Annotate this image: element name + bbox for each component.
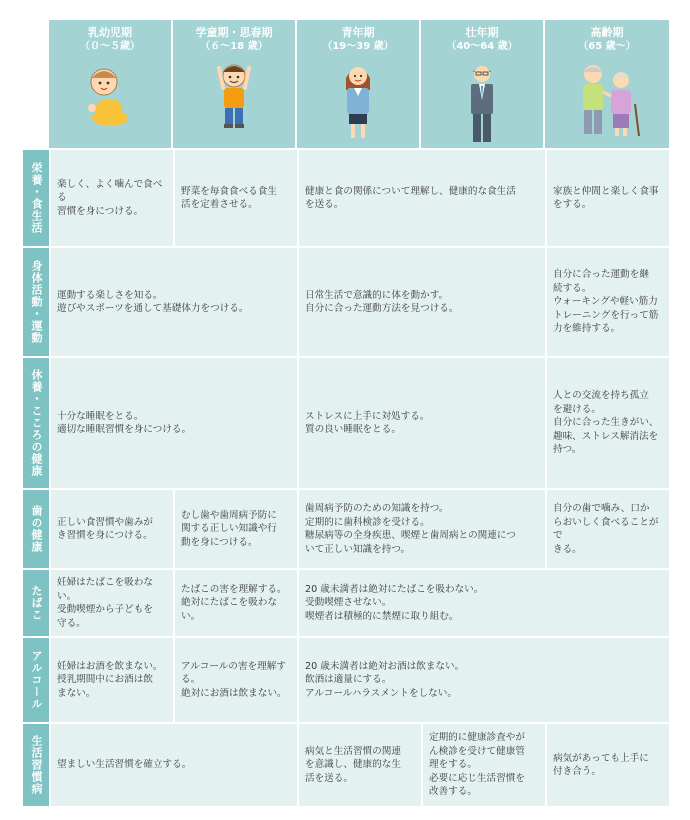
cell-nutrition-infant: 楽しく、よく噛んで食べる 習慣を身につける。 (49, 150, 173, 248)
cell-lifestyle-youth: 病気と生活習慣の関連 を意識し、健康的な生 活を送る。 (297, 724, 421, 808)
header-elderly-age: （65 歳～） (578, 41, 636, 52)
cell-alcohol-school: アルコールの害を理解す る。 絶対にお酒は飲まない。 (173, 638, 297, 724)
cell-activity-adult: 日常生活で意識的に体を動かす。 自分に合った運動方法を見つける。 (297, 248, 545, 358)
header-middle-age: （40～64 歳） (446, 41, 518, 52)
row-label-activity: 身体活動・運動 (23, 248, 49, 358)
cell-nutrition-elderly: 家族と仲間と楽しく食事 をする。 (545, 150, 669, 248)
cell-alcohol-adult: 20 歳未満者は絶対お酒は飲まない。 飲酒は適量にする。 アルコールハラスメントをしない。 (297, 638, 669, 724)
cell-teeth-infant: 正しい食習慣や歯みが き習慣を身につける。 (49, 490, 173, 570)
young-woman-icon (338, 60, 378, 142)
header-school-name: 学童期・思春期 (195, 26, 273, 39)
cell-rest-child: 十分な睡眠をとる。 適切な睡眠習慣を身につける。 (49, 358, 297, 490)
cell-nutrition-adult: 健康と食の関係について理解し、健康的な食生活 を送る。 (297, 150, 545, 248)
cell-lifestyle-middle: 定期的に健康診査やが ん検診を受けて健康管 理をする。 必要に応じ生活習慣を 改善する。 (421, 724, 545, 808)
cell-lifestyle-elderly: 病気があっても上手に 付き合う。 (545, 724, 669, 808)
cell-tobacco-school: たばこの害を理解する。 絶対にたばこを吸わな い。 (173, 570, 297, 638)
cell-teeth-elderly: 自分の歯で噛み、口か らおいしく食べることがで きる。 (545, 490, 669, 570)
cell-tobacco-adult: 20 歳未満者は絶対にたばこを吸わない。 受動喫煙させない。 喫煙者は積極的に禁煙に取り組む。 (297, 570, 669, 638)
header-school (173, 20, 297, 150)
health-stage-table (22, 20, 669, 808)
cell-teeth-school: むし歯や歯周病予防に 関する正しい知識や行 動を身につける。 (173, 490, 297, 570)
cell-activity-elderly: 自分に合った運動を継 続する。 ウォーキングや軽い筋力 トレーニングを行って筋 力を維持する。 (545, 248, 669, 358)
cell-rest-elderly: 人との交流を持ち孤立 を避ける。 自分に合った生きがい、 趣味、ストレス解消法を 持つ。 (545, 358, 669, 490)
cell-rest-adult: ストレスに上手に対処する。 質の良い睡眠をとる。 (297, 358, 545, 490)
row-label-nutrition: 栄養・食生活 (23, 150, 49, 248)
corner-blank (23, 20, 49, 150)
header-elderly-name: 高齢期 (590, 26, 624, 39)
schoolchild-icon (209, 60, 259, 132)
row-label-lifestyle: 生活習慣病 (23, 724, 49, 808)
header-middle-name: 壮年期 (465, 26, 499, 39)
cell-teeth-adult: 歯周病予防のための知識を持つ。 定期的に歯科検診を受ける。 糖尿病等の全身疾患、喫煙と歯周病との関連につ いて正しい知識を持つ。 (297, 490, 545, 570)
header-youth-age: （19～39 歳） (322, 41, 394, 52)
header-infant-age: （０～５歳） (80, 41, 140, 52)
row-label-alcohol: アルコール (23, 638, 49, 724)
cell-activity-child: 運動する楽しさを知る。 遊びやスポーツを通して基礎体力をつける。 (49, 248, 297, 358)
crawling-baby-icon (80, 60, 140, 130)
header-youth-name: 青年期 (341, 26, 375, 39)
header-youth (297, 20, 421, 150)
row-label-rest: 休養・こころの健康 (23, 358, 49, 490)
businessman-icon (464, 60, 500, 146)
cell-nutrition-school: 野菜を毎食食べる食生 活を定着させる。 (173, 150, 297, 248)
header-elderly (545, 20, 669, 150)
elderly-couple-icon (569, 60, 645, 140)
header-infant (49, 20, 173, 150)
cell-tobacco-infant: 妊婦はたばこを吸わな い。 受動喫煙から子どもを 守る。 (49, 570, 173, 638)
header-middle (421, 20, 545, 150)
header-school-age: （６～18 歳） (200, 41, 268, 52)
cell-lifestyle-child: 望ましい生活習慣を確立する。 (49, 724, 297, 808)
row-label-teeth: 歯の健康 (23, 490, 49, 570)
row-label-tobacco: たばこ (23, 570, 49, 638)
header-infant-name: 乳幼児期 (88, 26, 132, 39)
cell-alcohol-infant: 妊婦はお酒を飲まない。 授乳期間中にお酒は飲 まない。 (49, 638, 173, 724)
